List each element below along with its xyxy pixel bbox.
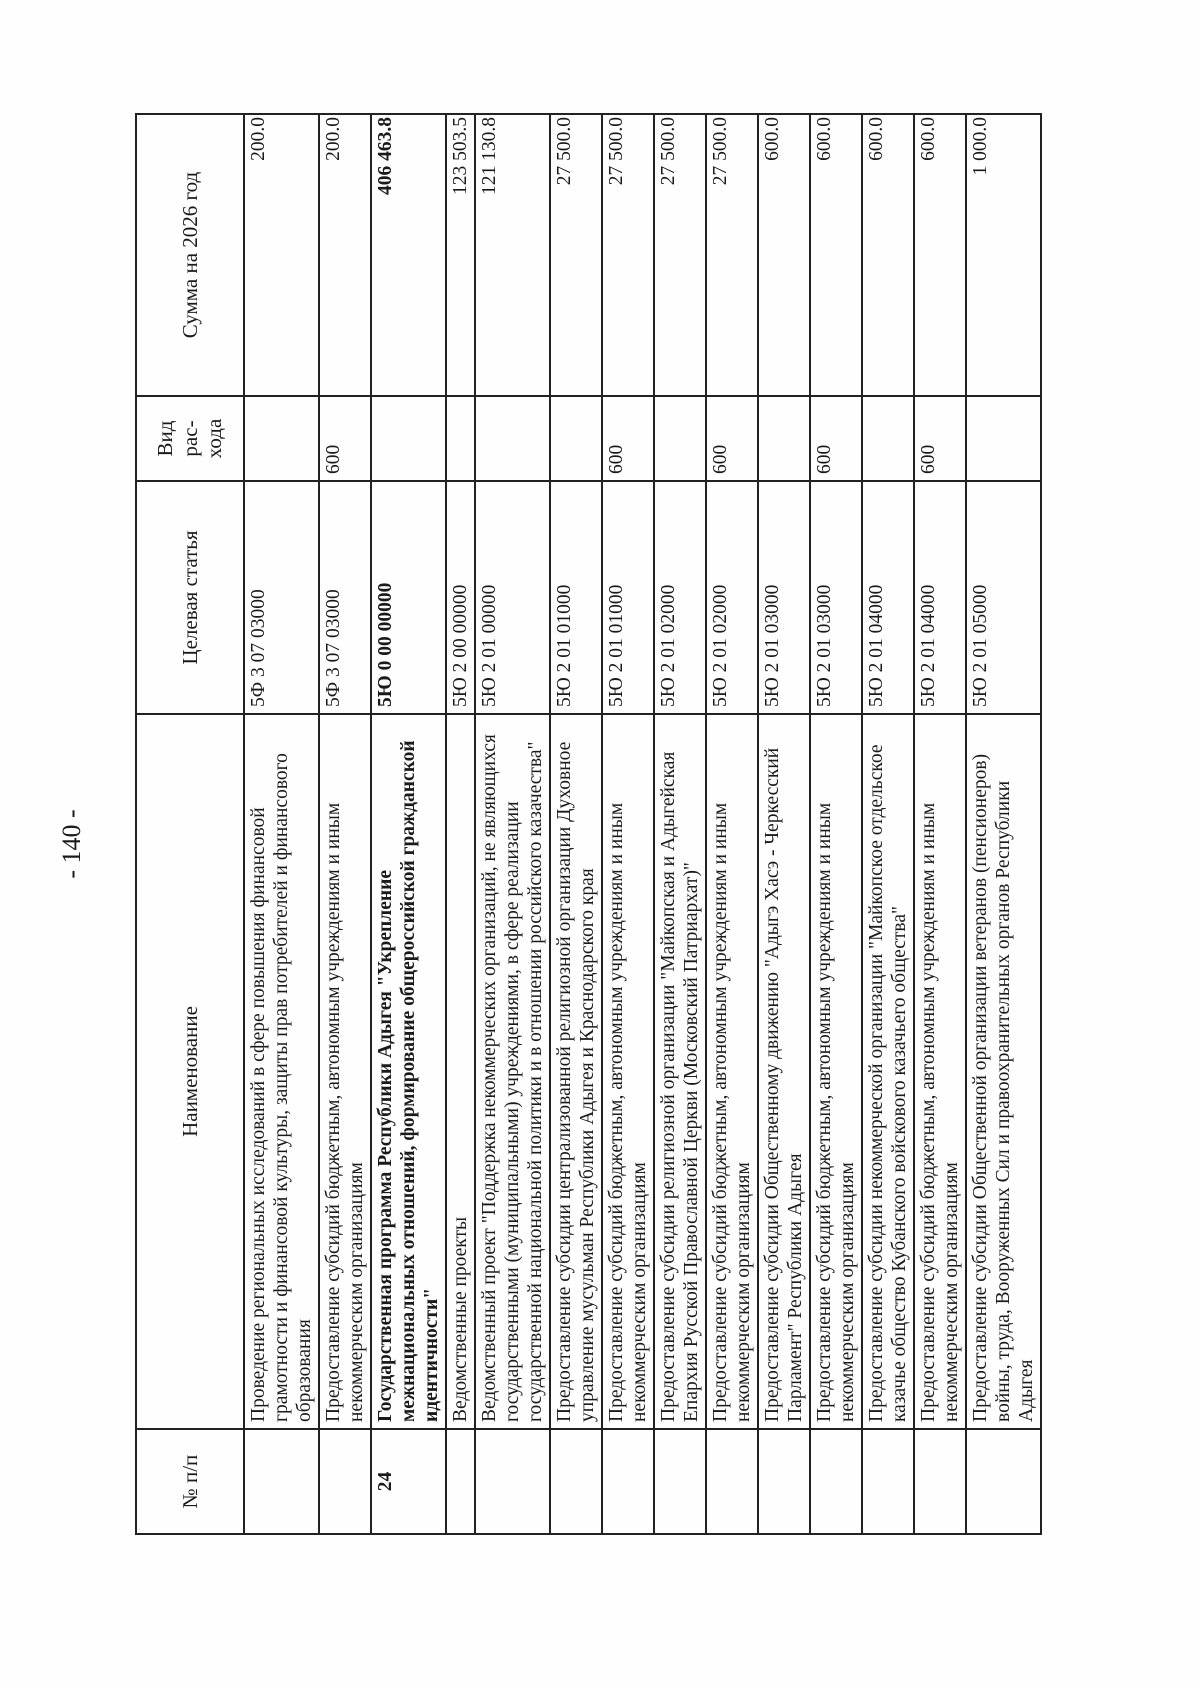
table-body	[244, 114, 1041, 1534]
table-row	[319, 114, 371, 1534]
table-row	[602, 114, 654, 1534]
header-name: Наименование	[136, 714, 244, 1429]
cell-sum: 123 503.5	[446, 114, 475, 396]
cell-code: 5Ю 2 01 05000	[966, 481, 1041, 714]
cell-sum: 121 130.8	[475, 114, 550, 396]
rotated-page	[135, 115, 1037, 1535]
cell-sum: 27 500.0	[602, 114, 654, 396]
cell-sum: 406 463.8	[371, 114, 446, 396]
cell-code: 5Ю 2 01 01000	[602, 481, 654, 714]
cell-code: 5Ф 3 07 03000	[319, 481, 371, 714]
table-row	[810, 114, 862, 1534]
table-row	[966, 114, 1041, 1534]
cell-code: 5Ю 2 01 02000	[654, 481, 706, 714]
cell-code: 5Ю 2 01 00000	[475, 481, 550, 714]
cell-num	[706, 1429, 758, 1534]
cell-name: Предоставление субсидии централизованной религиозной организации Духовное управление мусульман Республики Адыгея и Краснодарского края	[550, 714, 602, 1429]
cell-num	[244, 1429, 319, 1534]
cell-name: Ведомственные проекты	[446, 714, 475, 1429]
cell-kind: 600	[319, 396, 371, 481]
cell-code: 5Ю 2 01 04000	[862, 481, 914, 714]
cell-num	[550, 1429, 602, 1534]
cell-sum: 27 500.0	[550, 114, 602, 396]
table-row	[758, 114, 810, 1534]
cell-num	[446, 1429, 475, 1534]
cell-num: 24	[371, 1429, 446, 1534]
cell-kind	[475, 396, 550, 481]
cell-code: 5Ю 2 01 02000	[706, 481, 758, 714]
cell-name: Ведомственный проект "Поддержка некоммерческих организаций, не являющихся государственными (муниципальными) учреждениями, в сфере реализации государственной национальной политики и в отношении российского казачества"	[475, 714, 550, 1429]
header-num: № п/п	[136, 1429, 244, 1534]
cell-sum: 600.0	[914, 114, 966, 396]
cell-name: Предоставление субсидии некоммерческой организации "Майкопское отдельское казачье общество Кубанского войскового казачьего общества"	[862, 714, 914, 1429]
table-row	[706, 114, 758, 1534]
cell-kind	[966, 396, 1041, 481]
cell-name: Предоставление субсидий бюджетным, автономным учреждениям и иным некоммерческим организациям	[602, 714, 654, 1429]
cell-kind	[446, 396, 475, 481]
header-sum: Сумма на 2026 год	[136, 114, 244, 396]
cell-num	[602, 1429, 654, 1534]
cell-code: 5Ю 2 00 00000	[446, 481, 475, 714]
table-row	[862, 114, 914, 1534]
table-row	[475, 114, 550, 1534]
cell-name: Предоставление субсидий бюджетным, автономным учреждениям и иным некоммерческим организациям	[810, 714, 862, 1429]
cell-num	[862, 1429, 914, 1534]
cell-name: Предоставление субсидий бюджетным, автономным учреждениям и иным некоммерческим организациям	[706, 714, 758, 1429]
header-row	[136, 114, 244, 1534]
table-row	[446, 114, 475, 1534]
table-row	[371, 114, 446, 1534]
cell-sum: 200.0	[319, 114, 371, 396]
cell-code: 5Ю 2 01 04000	[914, 481, 966, 714]
cell-kind	[550, 396, 602, 481]
header-kind: Вид рас- хода	[136, 396, 244, 481]
cell-kind	[758, 396, 810, 481]
cell-code: 5Ф 3 07 03000	[244, 481, 319, 714]
cell-num	[914, 1429, 966, 1534]
cell-name: Проведение региональных исследований в сфере повышения финансовой грамотности и финансовой культуры, защиты прав потребителей и финансового образования	[244, 714, 319, 1429]
cell-sum: 600.0	[810, 114, 862, 396]
cell-sum: 600.0	[862, 114, 914, 396]
cell-name: Предоставление субсидии Общественному движению "Адыгэ Хасэ - Черкесский Парламент" Республики Адыгея	[758, 714, 810, 1429]
cell-code: 5Ю 2 01 03000	[758, 481, 810, 714]
cell-num	[654, 1429, 706, 1534]
budget-table	[135, 113, 1042, 1535]
cell-code: 5Ю 2 01 03000	[810, 481, 862, 714]
cell-num	[475, 1429, 550, 1534]
cell-kind	[654, 396, 706, 481]
table-row	[550, 114, 602, 1534]
cell-name: Предоставление субсидий бюджетным, автономным учреждениям и иным некоммерческим организациям	[319, 714, 371, 1429]
cell-name: Предоставление субсидий бюджетным, автономным учреждениям и иным некоммерческим организациям	[914, 714, 966, 1429]
cell-name: Государственная программа Республики Адыгея "Укрепление межнациональных отношений, формирование общероссийской гражданской идентичности"	[371, 714, 446, 1429]
cell-kind	[244, 396, 319, 481]
cell-kind: 600	[602, 396, 654, 481]
cell-sum: 1 000.0	[966, 114, 1041, 396]
cell-sum: 600.0	[758, 114, 810, 396]
table-row	[654, 114, 706, 1534]
cell-code: 5Ю 0 00 00000	[371, 481, 446, 714]
cell-num	[758, 1429, 810, 1534]
cell-sum: 27 500.0	[654, 114, 706, 396]
cell-sum: 200.0	[244, 114, 319, 396]
cell-kind	[371, 396, 446, 481]
table-row	[244, 114, 319, 1534]
cell-kind: 600	[706, 396, 758, 481]
cell-num	[966, 1429, 1041, 1534]
table-row	[914, 114, 966, 1534]
cell-kind	[862, 396, 914, 481]
cell-name: Предоставление субсидии религиозной организации "Майкопская и Адыгейская Епархия Русской Православной Церкви (Московский Патриархат)"	[654, 714, 706, 1429]
header-code: Целевая статья	[136, 481, 244, 714]
cell-num	[319, 1429, 371, 1534]
cell-kind: 600	[914, 396, 966, 481]
page-number: - 140 -	[57, 809, 86, 879]
cell-name: Предоставление субсидии Общественной организации ветеранов (пенсионеров) войны, труда, Вооруженных Сил и правоохранительных органов Республики Адыгея	[966, 714, 1041, 1429]
cell-code: 5Ю 2 01 01000	[550, 481, 602, 714]
cell-kind: 600	[810, 396, 862, 481]
cell-num	[810, 1429, 862, 1534]
cell-sum: 27 500.0	[706, 114, 758, 396]
